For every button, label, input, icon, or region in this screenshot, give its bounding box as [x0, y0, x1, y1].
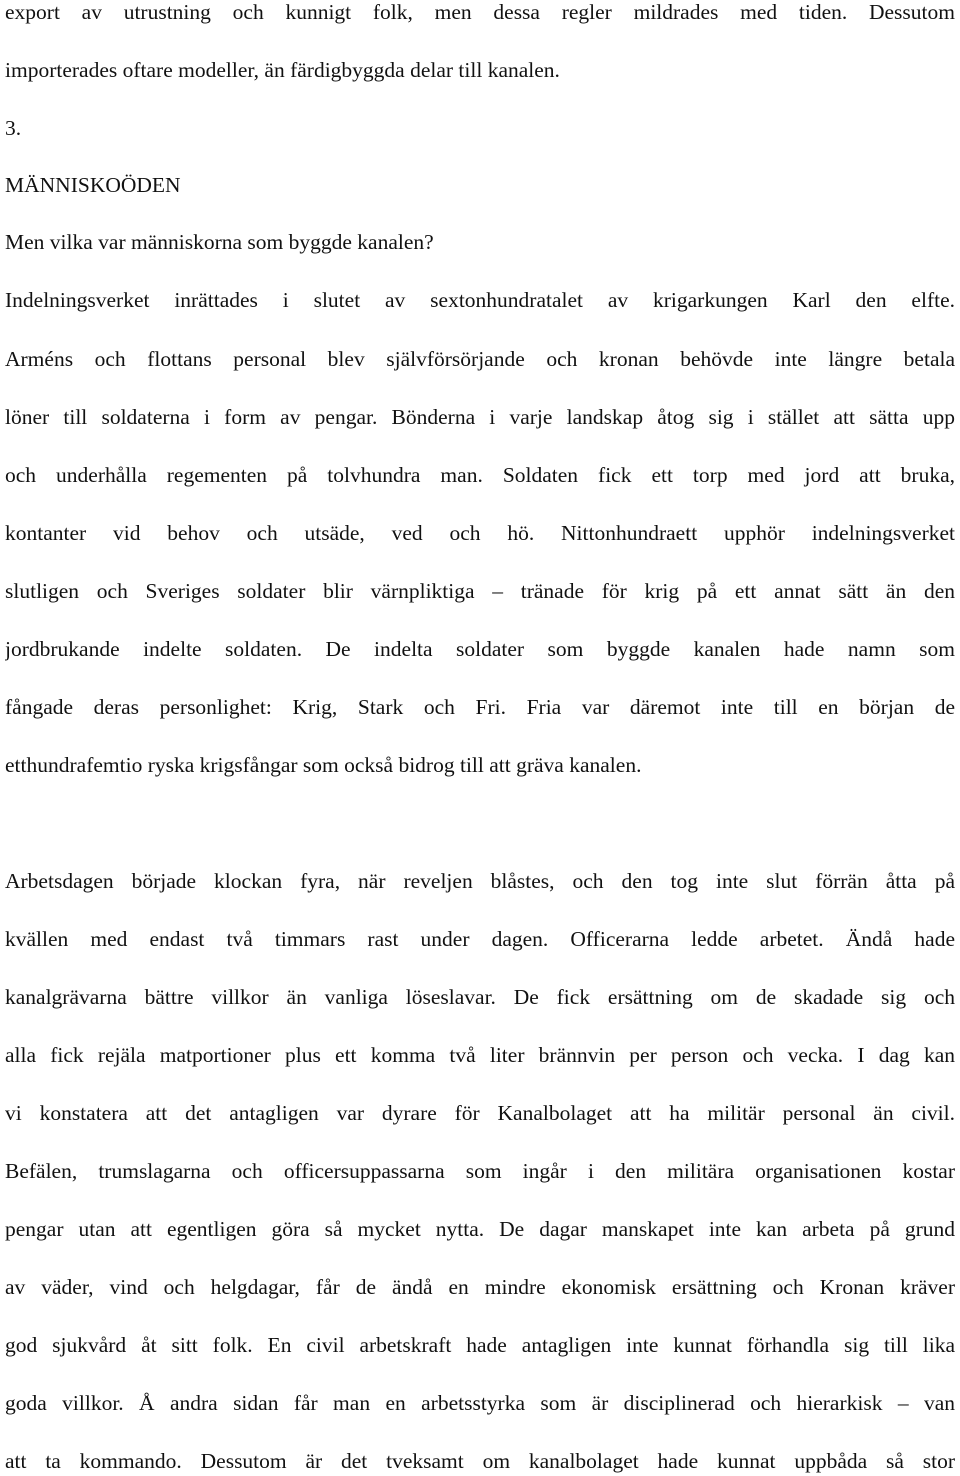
paragraph2-line-3: kanalgrävarna bättre villkor än vanliga löseslavar. De fick ersättning om de skadade sig och: [5, 985, 955, 1009]
paragraph2-line-9: god sjukvård åt sitt folk. En civil arbetskraft hade antagligen inte kunnat förhandla sig till lika: [5, 1333, 955, 1357]
paragraph2-line-2: kvällen med endast två timmars rast under dagen. Officerarna ledde arbetet. Ändå hade: [5, 927, 955, 951]
paragraph1-line-8: fångade deras personlighet: Krig, Stark och Fri. Fria var däremot inte till en början de: [5, 695, 955, 719]
paragraph1-line-6: slutligen och Sveriges soldater blir värnpliktiga – tränade för krig på ett annat sätt än den: [5, 579, 955, 603]
paragraph2-line-7: pengar utan att egentligen göra så mycket nytta. De dagar manskapet inte kan arbeta på grund: [5, 1217, 955, 1241]
paragraph1-line-4: och underhålla regementen på tolvhundra man. Soldaten fick ett torp med jord att bruka,: [5, 463, 955, 487]
paragraph2-line-4: alla fick rejäla matportioner plus ett komma två liter brännvin per person och vecka. I dag kan: [5, 1043, 955, 1067]
paragraph1-line-5: kontanter vid behov och utsäde, ved och hö. Nittonhundraett upphör indelningsverket: [5, 521, 955, 545]
section-number: 3.: [5, 116, 22, 140]
intro-line-1: export av utrustning och kunnigt folk, men dessa regler mildrades med tiden. Dessutom: [5, 0, 955, 24]
section-title: MÄNNISKOÖDEN: [5, 173, 181, 197]
section-question: Men vilka var människorna som byggde kanalen?: [5, 230, 434, 254]
paragraph1-line-7: jordbrukande indelte soldaten. De indelta soldater som byggde kanalen hade namn som: [5, 637, 955, 661]
paragraph2-line-5: vi konstatera att det antagligen var dyrare för Kanalbolaget att ha militär personal än civil.: [5, 1101, 955, 1125]
paragraph1-line-1: Indelningsverket inrättades i slutet av sextonhundratalet av krigarkungen Karl den elfte.: [5, 288, 955, 312]
paragraph1-line-2: Arméns och flottans personal blev självförsörjande och kronan behövde inte längre betala: [5, 347, 955, 371]
paragraph2-line-10: goda villkor. Å andra sidan får man en arbetsstyrka som är disciplinerad och hierarkisk – van: [5, 1391, 955, 1415]
intro-line-2: importerades oftare modeller, än färdigbyggda delar till kanalen.: [5, 58, 560, 82]
paragraph1-line-9: etthundrafemtio ryska krigsfångar som också bidrog till att gräva kanalen.: [5, 753, 642, 777]
paragraph2-line-8: av väder, vind och helgdagar, får de ändå en mindre ekonomisk ersättning och Kronan kräver: [5, 1275, 955, 1299]
paragraph2-line-11: att ta kommando. Dessutom är det tveksamt om kanalbolaget hade kunnat uppbåda så stor: [5, 1449, 955, 1473]
paragraph2-line-1: Arbetsdagen började klockan fyra, när reveljen blåstes, och den tog inte slut förrän åtta på: [5, 869, 955, 893]
paragraph1-line-3: löner till soldaterna i form av pengar. Bönderna i varje landskap åtog sig i stället att sätta upp: [5, 405, 955, 429]
paragraph2-line-6: Befälen, trumslagarna och officersuppassarna som ingår i den militära organisationen kostar: [5, 1159, 955, 1183]
